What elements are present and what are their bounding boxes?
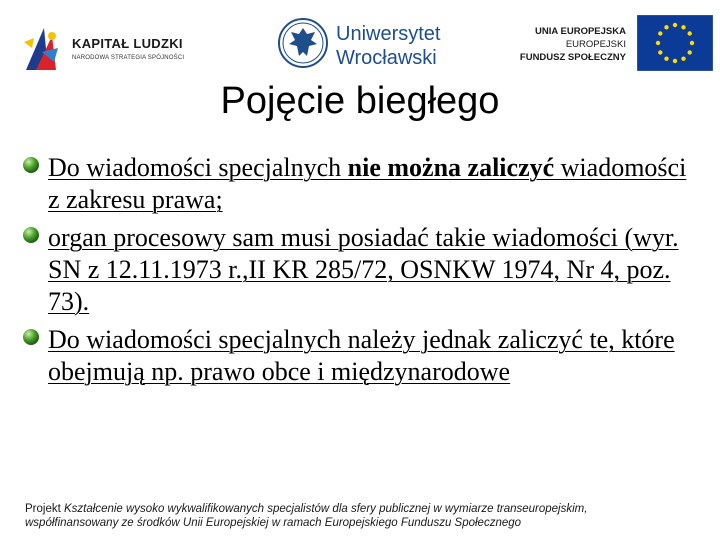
- bullet-2-text: organ procesowy sam musi posiadać takie wiadomości (wyr. SN z 12.11.1973 r.,II KR 285/72, OSNKW 1974, Nr 4, poz. 73).: [48, 223, 679, 316]
- kapital-ludzki-subtitle: NARODOWA STRATEGIA SPÓJNOŚCI: [72, 55, 185, 61]
- eu-text-block: [506, 25, 626, 64]
- bullet-3-text: Do wiadomości specjalnych należy jednak zaliczyć te, które obejmują np. prawo obce i międzynarodowe: [48, 325, 675, 386]
- university-name-line1: Uniwersytet: [336, 23, 441, 45]
- kapital-ludzki-emblem-icon: [22, 22, 66, 72]
- eu-flag-icon: [637, 15, 713, 71]
- kapital-ludzki-title: KAPITAŁ LUDZKI: [72, 36, 183, 51]
- bullet-1-text-pre: Do wiadomości specjalnych: [48, 153, 348, 182]
- footer: [25, 502, 715, 530]
- green-bullet-icon: [22, 328, 40, 346]
- eu-line2: EUROPEJSKI: [565, 39, 626, 50]
- bullet-item-3: [22, 324, 702, 388]
- footer-label: Projekt: [25, 503, 61, 515]
- bullet-list: [22, 152, 702, 394]
- university-eagle-icon: [278, 14, 328, 72]
- bullet-1-text-post: wiadomości z zakresu prawa;: [48, 153, 687, 214]
- bullet-1-text-bold: nie można zaliczyć: [347, 153, 555, 182]
- green-bullet-icon: [22, 226, 40, 244]
- eu-line1: UNIA EUROPEJSKA: [535, 26, 626, 37]
- university-logo: [278, 14, 458, 74]
- eu-line3: FUNDUSZ SPOŁECZNY: [519, 52, 626, 63]
- footer-funding-note: współfinansowany ze środków Unii Europejskiej w ramach Europejskiego Funduszu Społecznego: [25, 517, 522, 529]
- footer-line1: [25, 502, 715, 516]
- slide-title: Pojęcie biegłego: [220, 80, 500, 122]
- header: [0, 0, 720, 80]
- bullet-item-2: [22, 222, 702, 318]
- bullet-item-1: [22, 152, 702, 216]
- footer-project-title: Kształcenie wysoko wykwalifikowanych specjalistów dla sfery publicznej w wymiarze transeuropejskim,: [64, 503, 588, 515]
- university-name-line2: Wrocławski: [336, 47, 437, 69]
- footer-line2: [25, 516, 715, 530]
- kapital-ludzki-logo: [22, 22, 192, 78]
- green-bullet-icon: [22, 156, 40, 174]
